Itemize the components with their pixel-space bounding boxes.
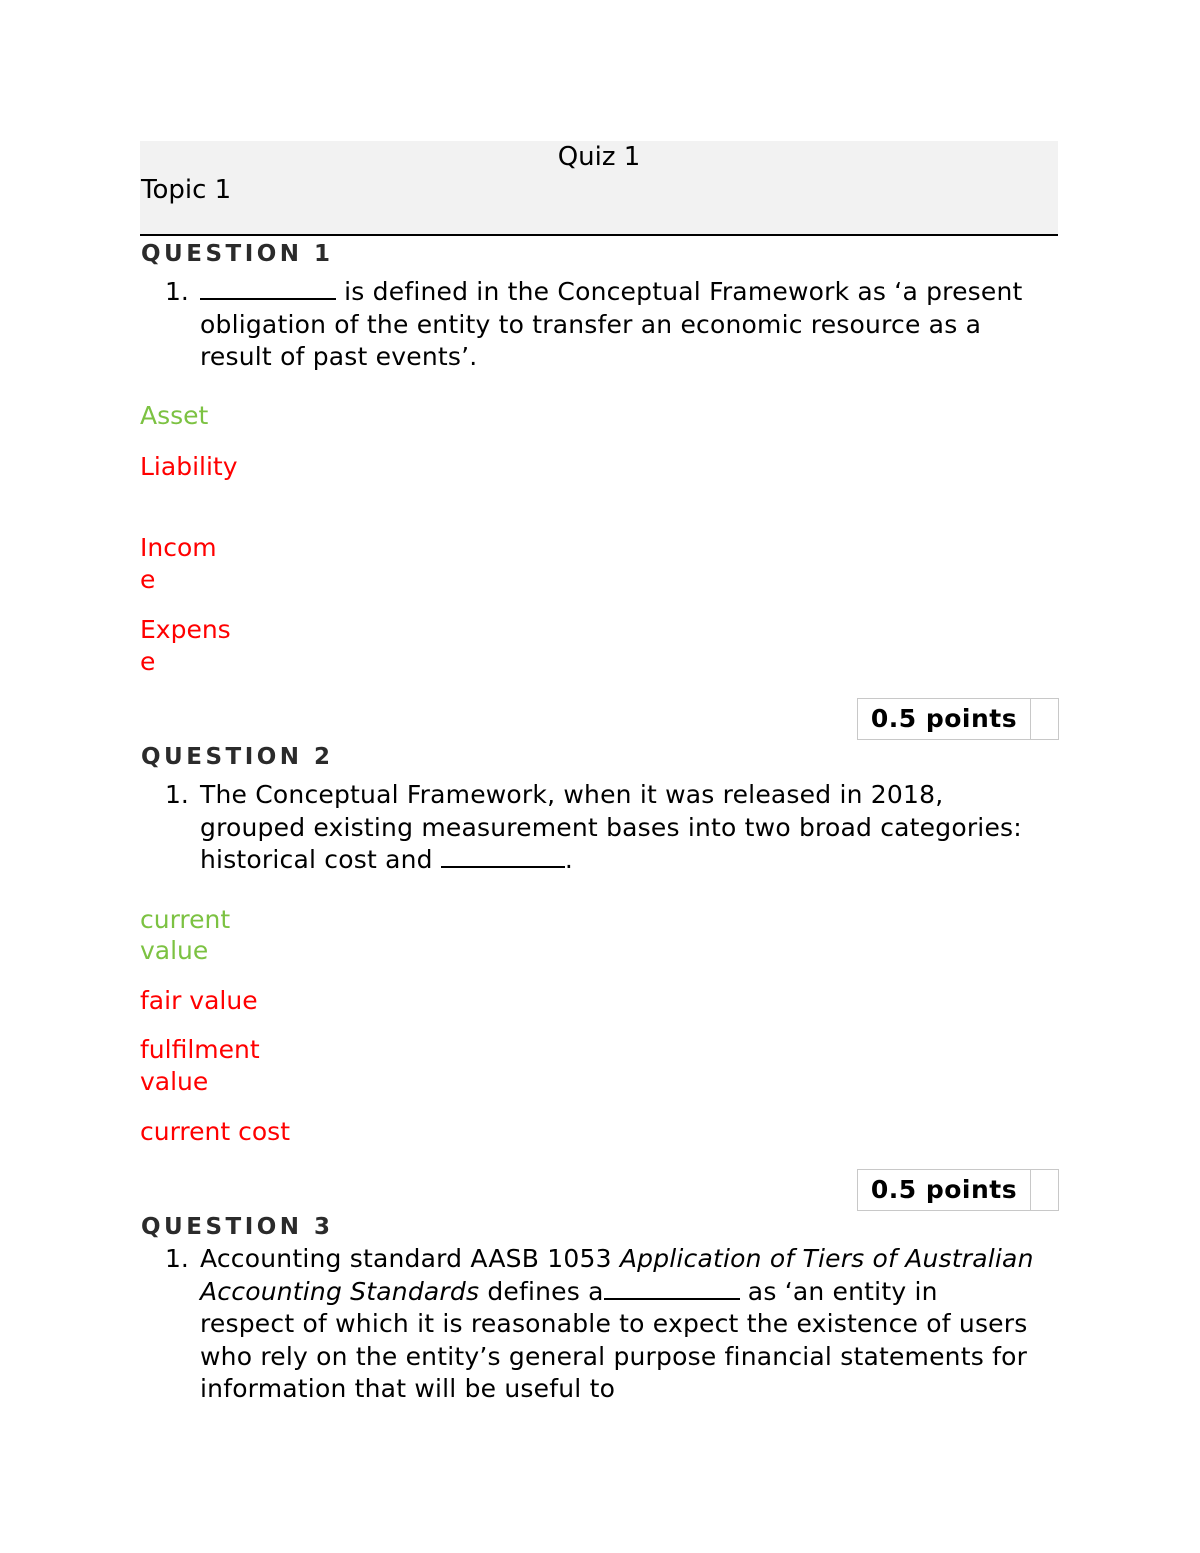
question-1-number: 1.	[165, 277, 189, 306]
topic-label: Topic 1	[141, 175, 232, 205]
answer-option[interactable]: Asset	[140, 401, 209, 430]
answer-blank	[441, 844, 565, 868]
question-1-text-after: is defined in the Conceptual Framework as ‘a present obligation of the entity to transfer an economic resource as a result of past events’.	[200, 277, 1023, 371]
question-2-number: 1.	[165, 780, 189, 809]
points-badge	[857, 1169, 1059, 1211]
answer-option[interactable]: current cost	[140, 1117, 290, 1146]
answer-option[interactable]: fulfilment value	[140, 1035, 260, 1096]
answer-option[interactable]: Liability	[140, 452, 238, 481]
question-2-heading: QUESTION 2	[141, 744, 334, 770]
answer-blank	[200, 276, 336, 300]
answer-option[interactable]: Income	[140, 533, 217, 594]
question-1-heading: QUESTION 1	[141, 241, 334, 267]
question-3-text	[200, 1243, 1035, 1406]
answer-option[interactable]: fair value	[140, 986, 258, 1015]
question-1-text	[200, 276, 1030, 374]
points-badge	[857, 698, 1059, 740]
answer-blank	[604, 1276, 740, 1300]
points-empty-cell	[1031, 1170, 1058, 1210]
points-label: 0.5 points	[858, 1170, 1031, 1210]
question-3-text-middle: defines a	[479, 1276, 604, 1306]
question-3-text-before: Accounting standard AASB 1053	[200, 1244, 620, 1273]
answer-option[interactable]: current value	[140, 905, 231, 965]
question-2-text-before: The Conceptual Framework, when it was released in 2018, grouped existing measurement bases into two broad categories: historical cost and	[200, 780, 1022, 874]
question-3-number: 1.	[165, 1244, 189, 1273]
quiz-title: Quiz 1	[557, 142, 641, 172]
points-empty-cell	[1031, 699, 1058, 739]
question-3-heading: QUESTION 3	[141, 1214, 334, 1240]
answer-option[interactable]: Expense	[140, 615, 231, 676]
quiz-header	[140, 141, 1058, 236]
question-2-text-after: .	[564, 845, 574, 874]
standard-title: Application of Tiers of Australian Accounting Standards	[200, 1244, 1034, 1306]
question-3-text-after: as ‘an entity in respect of which it is reasonable to expect the existence of users who rely on the entity’s general purpose financial statements for information that will be useful to	[200, 1276, 1028, 1403]
question-2-text	[200, 779, 1030, 877]
points-label: 0.5 points	[858, 699, 1031, 739]
